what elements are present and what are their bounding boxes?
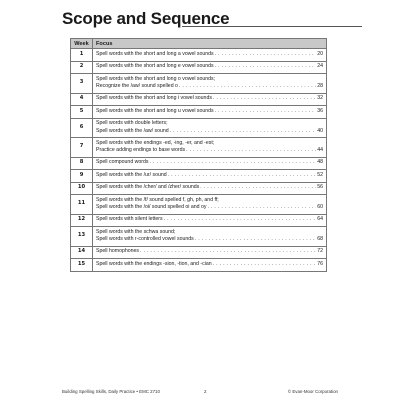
focus-line — [96, 51, 323, 59]
focus-line — [96, 76, 323, 84]
dot-leader — [149, 159, 316, 167]
focus-text: Spell words with the short and long a vowel sounds — [96, 50, 214, 57]
dot-leader — [164, 216, 317, 224]
focus-text: Spell words with the endings -ed, -ing, -er, and -est; — [96, 139, 215, 146]
dot-leader — [168, 172, 317, 180]
focus-line — [96, 204, 323, 212]
focus-line — [96, 108, 323, 116]
week-number: 13 — [71, 227, 93, 247]
page-reference: 40 — [317, 127, 323, 134]
table-row — [71, 246, 327, 259]
focus-line — [96, 63, 323, 71]
focus-text: Spell words with the short and long i vowel sounds — [96, 95, 212, 102]
table-row — [71, 214, 327, 227]
focus-text: Recognize the /aw/ sound spelled o — [96, 83, 178, 90]
focus-line — [96, 172, 323, 180]
focus-line — [96, 216, 323, 224]
week-number: 3 — [71, 74, 93, 94]
page-reference: 48 — [317, 159, 323, 166]
dot-leader — [215, 51, 317, 59]
focus-line — [96, 261, 323, 269]
focus-cell — [93, 93, 327, 106]
focus-cell — [93, 106, 327, 119]
focus-text: Spell words with the short and long o vowel sounds; — [96, 75, 216, 82]
week-number: 11 — [71, 195, 93, 215]
focus-line — [96, 128, 323, 136]
page-reference: 28 — [317, 83, 323, 90]
week-number: 7 — [71, 138, 93, 158]
table-row — [71, 61, 327, 74]
focus-text: Spell words with double letters; — [96, 120, 168, 127]
dot-leader — [140, 248, 316, 256]
page-reference: 64 — [317, 216, 323, 223]
dot-leader — [213, 95, 316, 103]
focus-text: Spell homophones — [96, 248, 139, 255]
focus-text: Spell words with the short and long e vowel sounds — [96, 63, 214, 70]
focus-text: Spell words with the endings -sion, -tion, and -cian — [96, 260, 212, 267]
week-column-header: Week — [71, 39, 93, 49]
focus-cell — [93, 246, 327, 259]
table-row — [71, 106, 327, 119]
focus-cell — [93, 49, 327, 62]
page-reference: 68 — [317, 236, 323, 243]
focus-text: Spell words with the /f/ sound spelled f, gh, ph, and ff; — [96, 196, 219, 203]
table-row — [71, 227, 327, 247]
focus-line — [96, 236, 323, 244]
focus-line — [96, 95, 323, 103]
focus-cell — [93, 138, 327, 158]
focus-line — [96, 120, 323, 128]
focus-cell — [93, 259, 327, 272]
focus-text: Spell compound words — [96, 159, 149, 166]
focus-line — [96, 159, 323, 167]
dot-leader — [186, 147, 316, 155]
focus-cell — [93, 118, 327, 138]
focus-line — [96, 83, 323, 91]
table-row — [71, 195, 327, 215]
page-reference: 44 — [317, 147, 323, 154]
page-reference: 52 — [317, 171, 323, 178]
page-reference: 24 — [317, 63, 323, 70]
dot-leader — [200, 184, 316, 192]
week-number: 5 — [71, 106, 93, 119]
focus-line — [96, 197, 323, 205]
week-number: 12 — [71, 214, 93, 227]
week-number: 2 — [71, 61, 93, 74]
dot-leader — [179, 83, 316, 91]
page-reference: 76 — [317, 260, 323, 267]
page-reference: 60 — [317, 204, 323, 211]
focus-cell — [93, 170, 327, 183]
dot-leader — [170, 128, 317, 136]
dot-leader — [207, 204, 316, 212]
table-row — [71, 118, 327, 138]
table-row — [71, 93, 327, 106]
table-body — [71, 49, 327, 272]
focus-text: Spell words with silent letters — [96, 216, 163, 223]
focus-text: Practice adding endings to base words — [96, 147, 186, 154]
focus-text: Spell words with the /oi/ sound spelled oi and oy — [96, 204, 207, 211]
focus-cell — [93, 61, 327, 74]
week-number: 14 — [71, 246, 93, 259]
week-number: 15 — [71, 259, 93, 272]
page-title: Scope and Sequence — [62, 9, 230, 28]
focus-cell — [93, 227, 327, 247]
focus-text: Spell words with the /ur/ sound — [96, 171, 167, 178]
footer-book-title: Building Spelling Skills, Daily Practice • EMC 2710 — [62, 389, 160, 394]
dot-leader — [215, 108, 317, 116]
title-rule — [182, 26, 362, 27]
page-reference: 32 — [317, 95, 323, 102]
table-row — [71, 259, 327, 272]
focus-cell — [93, 157, 327, 170]
table-row — [71, 170, 327, 183]
focus-cell — [93, 182, 327, 195]
page-reference: 36 — [317, 107, 323, 114]
focus-line — [96, 140, 323, 148]
focus-line — [96, 248, 323, 256]
focus-line — [96, 147, 323, 155]
focus-cell — [93, 195, 327, 215]
focus-cell — [93, 74, 327, 94]
table-row — [71, 138, 327, 158]
page-reference: 56 — [317, 184, 323, 191]
table-row — [71, 74, 327, 94]
week-number: 8 — [71, 157, 93, 170]
table-header-row — [71, 39, 327, 49]
dot-leader — [213, 261, 317, 269]
page-reference: 20 — [317, 50, 323, 57]
table-row — [71, 49, 327, 62]
week-number: 4 — [71, 93, 93, 106]
focus-text: Spell words with the short and long u vowel sounds — [96, 107, 214, 114]
week-number: 6 — [71, 118, 93, 138]
dot-leader — [215, 63, 317, 71]
focus-text: Spell words with r-controlled vowel sounds — [96, 236, 194, 243]
focus-line — [96, 184, 323, 192]
focus-line — [96, 229, 323, 237]
table-row — [71, 157, 327, 170]
focus-text: Spell words with the /aw/ sound — [96, 127, 169, 134]
page-reference: 72 — [317, 248, 323, 255]
scope-table — [70, 38, 327, 272]
table-row — [71, 182, 327, 195]
dot-leader — [195, 236, 316, 244]
focus-text: Spell words with the /cher/ and /zher/ sounds — [96, 184, 200, 191]
focus-column-header: Focus — [93, 39, 327, 49]
page-header — [62, 9, 362, 31]
footer-page-number: 2 — [204, 389, 207, 394]
focus-cell — [93, 214, 327, 227]
week-number: 1 — [71, 49, 93, 62]
footer-copyright: © Evan-Moor Corporation — [287, 389, 338, 394]
focus-text: Spell words with the schwa sound; — [96, 228, 176, 235]
week-number: 9 — [71, 170, 93, 183]
week-number: 10 — [71, 182, 93, 195]
